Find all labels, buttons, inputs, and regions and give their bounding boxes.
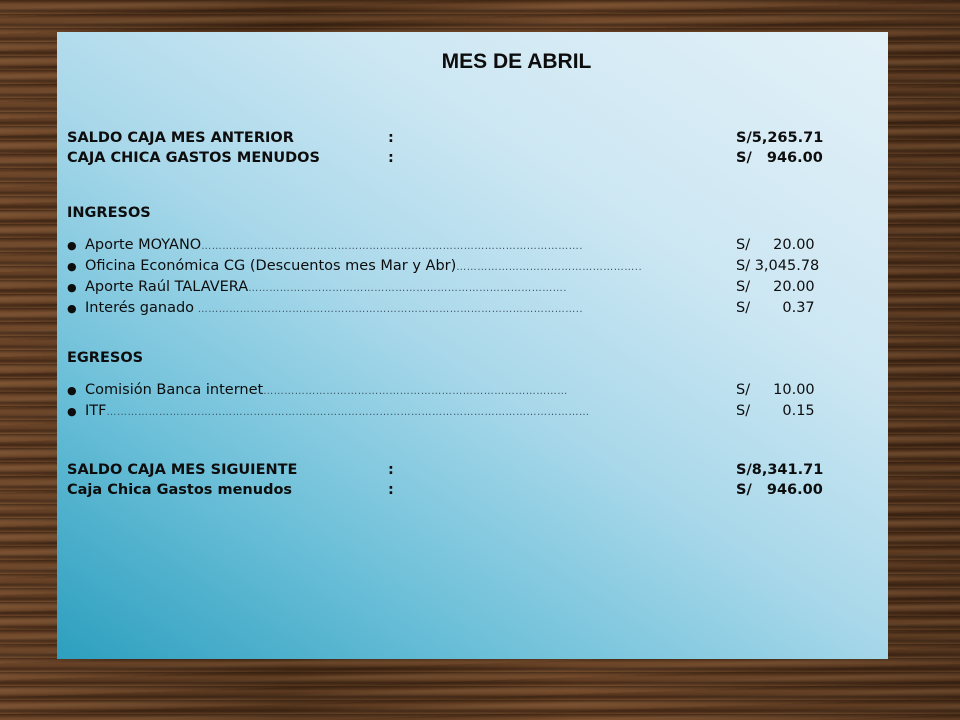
dot-leader: ……………………………………………………………………………………………….. (194, 304, 584, 315)
item-amount: S/ 20.00 (736, 237, 815, 253)
colon: : (388, 482, 394, 498)
colon: : (388, 150, 394, 166)
item-label: Comisión Banca internet (85, 382, 264, 398)
item-label: Oficina Económica CG (Descuentos mes Mar y Abr) (85, 258, 457, 274)
item-label: Interés ganado (85, 300, 195, 316)
dot-leader: …………………………………………………………………………… (263, 386, 568, 397)
dot-leader: ………………………………………………………………………………………………………………………… (106, 407, 590, 418)
ingresos-heading: INGRESOS (67, 205, 151, 221)
bullet-icon: ● (67, 384, 77, 397)
opening-balance-label: SALDO CAJA MES ANTERIOR (67, 130, 294, 146)
petty-cash-amount: S/ 946.00 (736, 150, 823, 166)
list-item (67, 277, 867, 298)
ingresos-list (67, 235, 867, 319)
item-amount: S/ 10.00 (736, 382, 815, 398)
bullet-icon: ● (67, 302, 77, 315)
dot-leader: ………………………………………………………………………………………………. (201, 241, 583, 252)
closing-balance-amount: S/8,341.71 (736, 462, 824, 478)
bullet-icon: ● (67, 260, 77, 273)
item-label: ITF (85, 403, 107, 419)
egresos-heading: EGRESOS (67, 350, 144, 366)
list-item (67, 298, 867, 319)
dot-leader: ………………………………………………………………………………. (248, 283, 567, 294)
colon: : (388, 462, 394, 478)
egresos-list (67, 380, 867, 422)
list-item (67, 380, 867, 401)
petty-cash-label: CAJA CHICA GASTOS MENUDOS (67, 150, 320, 166)
list-item (67, 256, 867, 277)
bullet-icon: ● (67, 281, 77, 294)
slide (57, 32, 888, 659)
item-label: Aporte MOYANO (85, 237, 202, 253)
bullet-icon: ● (67, 405, 77, 418)
item-amount: S/ 3,045.78 (736, 258, 820, 274)
closing-petty-cash-amount: S/ 946.00 (736, 482, 823, 498)
item-amount: S/ 20.00 (736, 279, 815, 295)
item-label: Aporte Raúl TALAVERA (85, 279, 249, 295)
item-amount: S/ 0.15 (736, 403, 815, 419)
list-item (67, 401, 867, 422)
opening-balance-amount: S/5,265.71 (736, 130, 824, 146)
bullet-icon: ● (67, 239, 77, 252)
colon: : (388, 130, 394, 146)
page-title: MES DE ABRIL (441, 50, 592, 73)
list-item (67, 235, 867, 256)
dot-leader: …………………………………………….. (456, 262, 643, 273)
closing-petty-cash-label: Caja Chica Gastos menudos (67, 482, 293, 498)
closing-balance-label: SALDO CAJA MES SIGUIENTE (67, 462, 298, 478)
item-amount: S/ 0.37 (736, 300, 815, 316)
